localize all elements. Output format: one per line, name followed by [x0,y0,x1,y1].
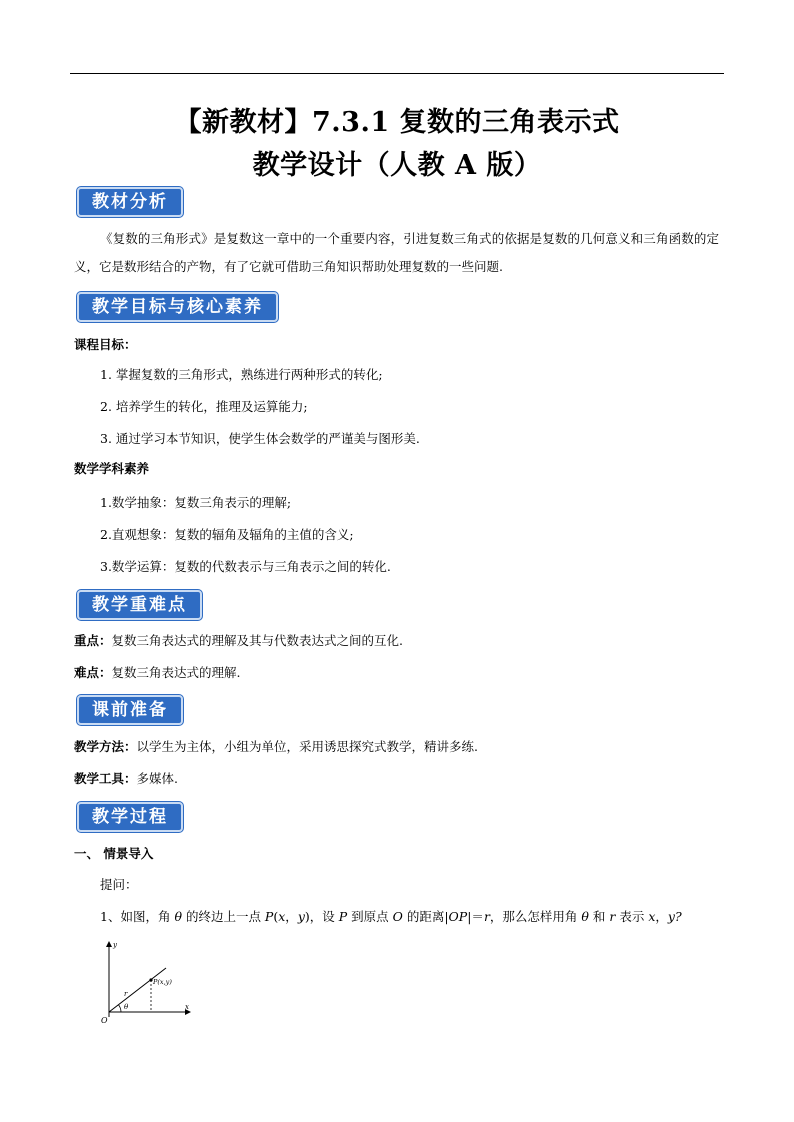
document-title-line1: 【新教材】7.3.1 复数的三角表示式 [174,107,620,138]
q1-text: ， [285,909,298,924]
course-goals-label: 课程目标： [74,337,137,352]
course-goal-item: 1. 掌握复数的三角形式，熟练进行两种形式的转化; [100,367,383,382]
point-P: P [338,909,348,924]
method-text: 以学生为主体，小组为单位，采用诱思探究式教学，精讲多练. [136,739,478,754]
angle-label: θ [124,1003,129,1011]
section-badge-preparation: 课前准备 [77,695,183,725]
angle-arc [119,1005,122,1012]
tools-line [74,770,178,788]
coordinate-figure [96,938,196,1028]
x-axis-label: x [185,1003,189,1011]
origin-label: O [101,1016,108,1025]
point-label: P(x,y) [153,978,172,986]
literacy-label: 数学学科素养 [74,461,150,476]
header-rule [70,73,724,74]
q1-text: 到原点 [347,909,393,924]
q1-text: 和 [588,909,610,924]
var-r: r [483,909,490,924]
method-line [74,738,478,756]
tools-label: 教学工具： [74,771,137,786]
q1-text: |＝ [467,909,484,924]
point-P: P [264,909,274,924]
var-y: y [297,909,305,924]
var-x: x [648,909,656,924]
section-badge-analysis: 教材分析 [77,187,183,217]
literacy-item: 2.直观想象：复数的辐角及辐角的主值的含义; [100,527,354,542]
var-y: y? [667,909,682,924]
var-r: r [609,909,616,924]
focus-label: 重点： [74,633,112,648]
difficulty-label: 难点： [74,665,112,680]
course-goal-item: 2. 培养学生的转化，推理及运算能力; [100,399,308,414]
analysis-paragraph: 《复数的三角形式》是复数这一章中的一个重要内容，引进复数三角式的依据是复数的几何意义和三角函数的定义，它是数形结合的产物，有了它就可借助三角知识帮助处理复数的一些问题. [74,231,719,274]
q1-text: 表示 [615,909,649,924]
q1-text: 的终边上一点 [181,909,265,924]
q1-text: )，设 [304,909,339,924]
q1-text: ， [655,909,668,924]
terminal-side-line [109,968,166,1012]
theta-symbol: θ [174,909,182,924]
literacy-item: 1.数学抽象：复数三角表示的理解; [100,495,292,510]
q1-text: 的距离| [402,909,449,924]
process-heading: 一、 情景导入 [74,846,154,861]
q1-text: 1、如图，角 [100,909,175,924]
ask-label: 提问： [100,877,138,892]
difficulty-text: 复数三角表达式的理解. [111,665,241,680]
difficulty-line [74,664,241,682]
tools-text: 多媒体. [136,771,178,786]
var-x: x [278,909,286,924]
focus-text: 复数三角表达式的理解及其与代数表达式之间的互化. [111,633,403,648]
literacy-item: 3.数学运算：复数的代数表示与三角表示之间的转化. [100,559,391,574]
q1-text: ，那么怎样用角 [489,909,582,924]
focus-line [74,632,403,650]
document-title-line2: 教学设计（人教 A 版） [252,150,542,181]
origin-O: O [392,909,403,924]
theta-symbol: θ [581,909,589,924]
question-1 [100,908,682,926]
section-badge-goals: 教学目标与核心素养 [77,292,278,322]
q1-text: ( [273,909,279,924]
course-goal-item: 3. 通过学习本节知识，使学生体会数学的严谨美与图形美. [100,431,420,446]
method-label: 教学方法： [74,739,137,754]
segment-OP: OP [448,909,468,924]
radius-label: r [124,990,128,998]
section-badge-key-points: 教学重难点 [77,590,202,620]
y-axis-label: y [113,941,117,949]
section-badge-process: 教学过程 [77,802,183,832]
